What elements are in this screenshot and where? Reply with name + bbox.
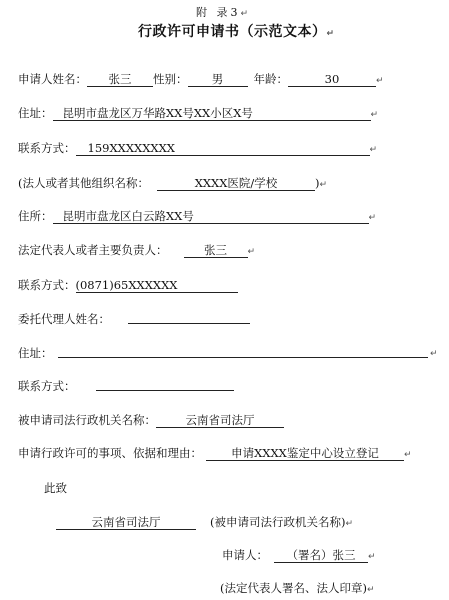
- recipient-row: [56, 515, 353, 531]
- agent-name-field[interactable]: [128, 323, 250, 324]
- org-contact-label: 联系方式：: [18, 278, 76, 292]
- agent-address-row: [18, 346, 53, 360]
- matter-field[interactable]: 申请XXXX鉴定中心设立登记: [206, 446, 404, 461]
- closing-text: 此致: [44, 481, 67, 495]
- closing-row: [44, 481, 67, 495]
- return-mark: ↵: [430, 349, 438, 359]
- residence-field[interactable]: 昆明市盘龙区白云路XX号: [53, 209, 369, 224]
- legal-rep-label: 法定代表人或者主要负责人：: [18, 243, 168, 257]
- org-name-row: [18, 176, 327, 192]
- authority-row: [18, 413, 284, 428]
- signature-label: 申请人：: [222, 548, 268, 562]
- authority-label: 被申请司法行政机关名称：: [18, 413, 156, 427]
- org-contact-row: [18, 278, 238, 293]
- return-mark: ↵: [247, 247, 256, 257]
- return-mark: ↵: [345, 519, 354, 529]
- return-mark: ↵: [366, 585, 375, 595]
- gender-field[interactable]: 男: [188, 72, 248, 87]
- applicant-row: [18, 72, 384, 88]
- matter-label: 申请行政许可的事项、依据和理由：: [18, 446, 202, 460]
- document-title-text: 行政许可申请书（示范文本）: [138, 24, 327, 40]
- recipient-field[interactable]: 云南省司法厅: [56, 515, 196, 530]
- appendix-label: [196, 4, 251, 20]
- return-mark: ↵: [326, 29, 335, 39]
- return-mark: ↵: [376, 76, 384, 86]
- address-label: 住址：: [18, 106, 53, 120]
- return-mark: ↵: [369, 145, 378, 155]
- org-name-field[interactable]: XXXX医院/学校: [157, 176, 315, 191]
- applicant-address-row: [18, 106, 378, 122]
- applicant-name-label: 申请人姓名：: [18, 72, 87, 86]
- residence-label: 住所：: [18, 209, 53, 223]
- agent-contact-row: [18, 379, 76, 393]
- rep-note-text: (法定代表人署名、法人印章): [220, 581, 367, 595]
- org-residence-row: [18, 209, 376, 225]
- legal-rep-row: [18, 243, 255, 259]
- agent-name-label: 委托代理人姓名：: [18, 312, 110, 326]
- recipient-note: (被申请司法行政机关名称): [210, 515, 346, 529]
- matter-row: [18, 446, 412, 462]
- applicant-signature-row: [222, 548, 376, 564]
- agent-address-field[interactable]: [58, 357, 428, 358]
- org-contact-field[interactable]: (0871)65XXXXXX: [76, 278, 238, 293]
- return-mark: ↵: [368, 213, 377, 223]
- applicant-name-field[interactable]: 张三: [87, 72, 153, 87]
- age-label: 年龄：: [253, 72, 288, 86]
- return-mark: ↵: [319, 180, 328, 190]
- appendix-text: 附 录3: [196, 6, 241, 19]
- org-name-close: ): [315, 176, 320, 190]
- signature-field[interactable]: （署名）张三: [274, 548, 368, 563]
- legal-rep-field[interactable]: 张三: [184, 243, 248, 258]
- rep-note-row: [220, 581, 375, 597]
- authority-field[interactable]: 云南省司法厅: [156, 413, 284, 428]
- contact-label: 联系方式：: [18, 141, 76, 155]
- agent-name-row: [18, 312, 110, 326]
- contact-field[interactable]: 159XXXXXXXX: [76, 141, 370, 156]
- address-field[interactable]: 昆明市盘龙区万华路XX号XX小区X号: [53, 106, 371, 121]
- document-title: [138, 21, 335, 41]
- agent-address-label: 住址：: [18, 346, 53, 360]
- return-mark: ↵: [240, 9, 252, 19]
- age-field[interactable]: 30: [288, 72, 376, 87]
- org-name-label: (法人或者其他组织名称：: [18, 176, 149, 190]
- return-mark: ↵: [368, 552, 376, 562]
- agent-contact-label: 联系方式：: [18, 379, 76, 393]
- return-mark: ↵: [404, 450, 412, 460]
- agent-contact-field[interactable]: [96, 390, 234, 391]
- applicant-contact-row: [18, 141, 377, 157]
- return-mark: ↵: [370, 110, 379, 120]
- gender-label: 性别：: [153, 72, 188, 86]
